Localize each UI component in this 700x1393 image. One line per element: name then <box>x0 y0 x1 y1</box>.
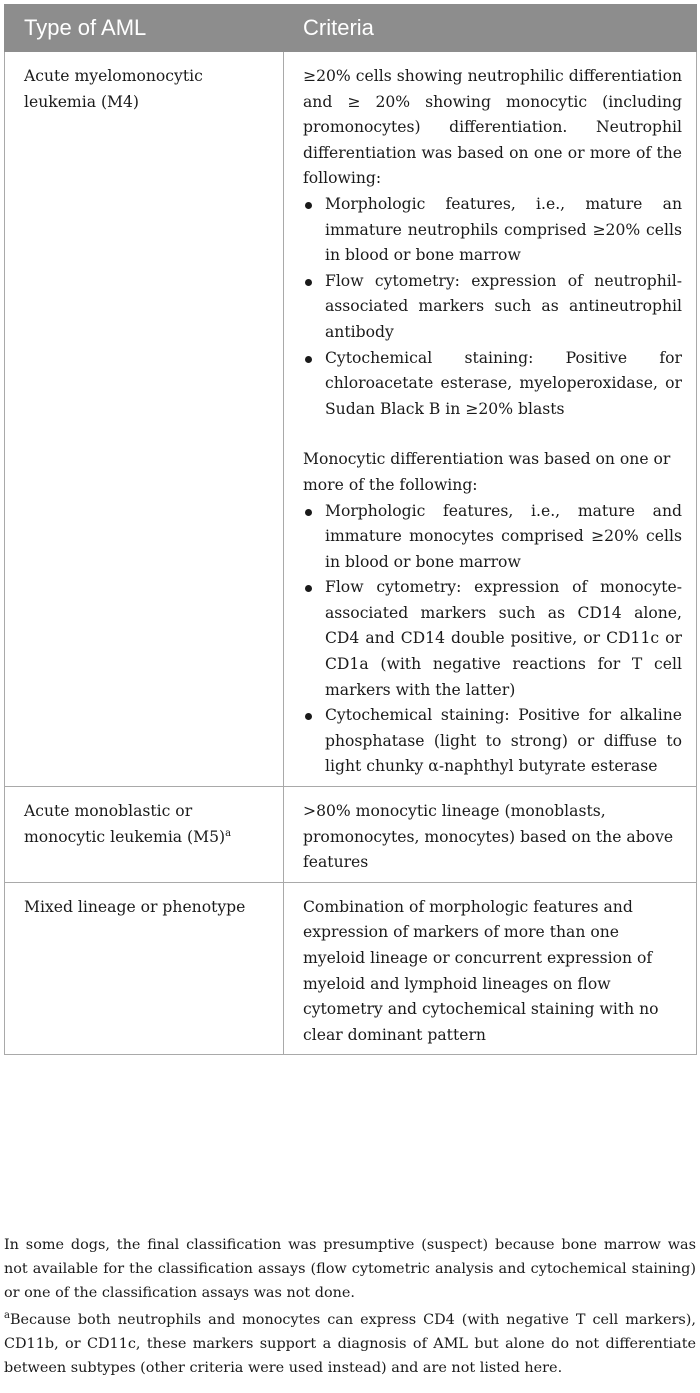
table-row <box>5 787 697 883</box>
row3-type-cell <box>5 882 284 1055</box>
paragraph-gap <box>303 422 682 447</box>
footnote-a-marker: a <box>4 1310 10 1322</box>
footnote-a <box>4 1309 696 1380</box>
table-header-row <box>5 5 697 52</box>
row1-type-cell <box>5 52 284 787</box>
row2-footnote-marker: a <box>225 827 232 839</box>
row1-type: Acute myelomonocytic leukemia (M4) <box>24 67 203 111</box>
row1-intro: ≥20% cells showing neutrophilic differentiation and ≥ 20% showing monocytic (including promonocytes) differentiation. Neutrophil differentiation was based on one or more of the following: <box>303 67 682 188</box>
neutrophil-criteria-list <box>303 192 682 422</box>
table-footnotes <box>4 1234 696 1385</box>
monocytic-intro: Monocytic differentiation was based on one or more of the following: <box>303 450 671 494</box>
list-item: Cytochemical staining: Positive for alkaline phosphatase (light to strong) or diffuse to light chunky α-naphthyl butyrate esterase <box>303 703 682 780</box>
aml-criteria-table <box>4 4 697 1055</box>
row3-type: Mixed lineage or phenotype <box>24 897 246 916</box>
footnote-presumptive: In some dogs, the final classification was presumptive (suspect) because bone marrow was not available for the classification assays (flow cytometric analysis and cytochemical staining) or one of the classification assays was not done. <box>4 1237 696 1301</box>
monocytic-criteria-list <box>303 499 682 781</box>
list-item: Cytochemical staining: Positive for chloroacetate esterase, myeloperoxidase, or Sudan Black B in ≥20% blasts <box>303 346 682 423</box>
list-item: Flow cytometry: expression of neutrophil-associated markers such as antineutrophil antibody <box>303 269 682 346</box>
list-item: Morphologic features, i.e., mature an immature neutrophils comprised ≥20% cells in blood or bone marrow <box>303 192 682 269</box>
header-type-of-aml: Type of AML <box>5 5 284 52</box>
row2-criteria-cell <box>284 787 697 883</box>
row2-type: Acute monoblastic or monocytic leukemia (M5) <box>24 802 226 846</box>
table-row <box>5 52 697 787</box>
header-criteria: Criteria <box>284 5 697 52</box>
table-row <box>5 882 697 1055</box>
list-item: Flow cytometry: expression of monocyte-associated markers such as CD14 alone, CD4 and CD14 double positive, or CD11c or CD1a (with negative reactions for T cell markers with the latter) <box>303 575 682 703</box>
row2-type-cell <box>5 787 284 883</box>
list-item: Morphologic features, i.e., mature and immature monocytes comprised ≥20% cells in blood or bone marrow <box>303 499 682 576</box>
row3-criteria: Combination of morphologic features and expression of markers of more than one myeloid lineage or concurrent expression of myeloid and lymphoid lineages on flow cytometry and cytochemical staining with no clear dominant pattern <box>303 897 659 1044</box>
row3-criteria-cell <box>284 882 697 1055</box>
row1-criteria-cell <box>284 52 697 787</box>
footnote-a-text: Because both neutrophils and monocytes can express CD4 (with negative T cell markers), CD11b, or CD11c, these markers support a diagnosis of AML but alone do not differentiate between subtypes (other criteria were used instead) and are not listed here. <box>4 1312 696 1376</box>
row2-criteria: >80% monocytic lineage (monoblasts, promonocytes, monocytes) based on the above features <box>303 802 674 872</box>
